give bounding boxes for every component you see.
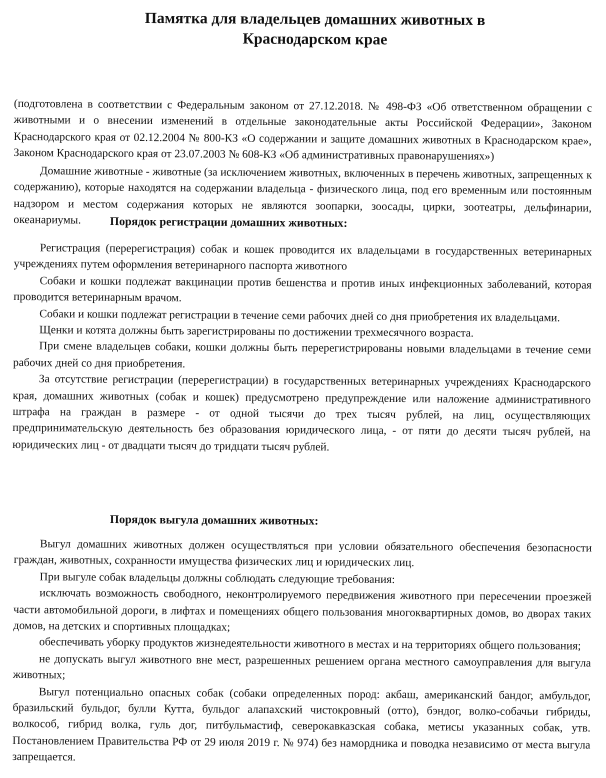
walking-paragraph: Выгул потенциально опасных собак (собаки определенных пород: акбаш, американский бандог, амбульдог, бразильский бульдог, булли Кутта, бульдог алапахский чистокровный (отто), бэндог, волко-собачьи гибриды, волкособ, гибрид волка, гуль дог, питбульмастиф, северокавказская собака, метисы указанных собак, утв. Постановлением Правительства РФ от 29 июля 2019 г. № 974) без намордника и поводка независимо от места выгула запрещается.: [12, 685, 591, 764]
registration-paragraph: За отсутствие регистрации (перерегистрации) в государственных ветеринарных учреждениях Краснодарского края, домашних животных (собак и кошек) предусмотрено предупреждение или наложение административного штрафа на граждан в размере - от одной тысячи до трех тысяч рублей, на лиц, осуществляющих предпринимательскую деятельность без образования юридического лица, - от пяти до десяти тысяч рублей, на юридических лиц - от двадцати тысяч до тридцати тысяч рублей.: [12, 373, 591, 454]
registration-paragraph: Щенки и котята должны быть зарегистрированы по достижении трехмесячного возраста.: [39, 324, 474, 340]
walking-paragraph: Выгул домашних животных должен осуществляться при условии обязательного обеспечения безопасности граждан, животных, сохранности имущества физических лиц и юридических лиц.: [13, 538, 592, 570]
registration-paragraph: Собаки и кошки подлежат вакцинации против бешенства и против иных инфекционных заболеваний, которая проводится ветеринарным врачом.: [13, 275, 592, 305]
walking-heading: Порядок выгула домашних животных:: [109, 512, 319, 528]
intro-block: [13, 96, 591, 166]
walking-paragraph: При выгуле собак владельцы должны соблюдать следующие требования:: [39, 571, 395, 586]
definition-paragraph: Домашние животные - животные (за исключением животных, включенных в перечень животных, запрещенных к содержанию), которые находятся на содержании владельца - физического лица, под его временным или постоянным надзором и местом содержания которых не являются зоопарки, зоосады, цирки, зоотеатры, дельфинарии, океанариумы.: [13, 165, 592, 227]
walking-section: [12, 536, 592, 770]
walking-paragraph: исключать возможность свободного, неконтролируемого передвижения животного при пересечении проезжей части автомобильной дороги, в лифтах и помещениях общего пользования многоквартирных домов, во дворах таких домов, на детских и спортивных площадках;: [13, 587, 592, 634]
registration-heading: Порядок регистрации домашних животных:: [109, 214, 348, 230]
title-line-2: Краснодарском крае: [242, 30, 388, 49]
registration-paragraph: Собаки и кошки подлежат регистрации в течение семи рабочих дней со дня приобретения их владельцами.: [39, 307, 561, 324]
walking-paragraph: обеспечивать уборку продуктов жизнедеятельности животного в местах и на территориях общего пользования;: [39, 636, 581, 653]
document-title: [100, 9, 530, 52]
title-line-1: Памятка для владельцев домашних животных в: [144, 9, 486, 30]
walking-paragraph: не допускать выгул животного вне мест, разрешенных решением органа местного самоуправления для выгула животных;: [12, 653, 592, 682]
intro-paragraph: (подготовлена в соответствии с Федеральным законом от 27.12.2018. № 498-ФЗ «Об ответственном обращении с животными и о внесении изменений в отдельные законодательные акты Российской Федерации», Законом Краснодарского края от 02.12.2004 № 800-КЗ «О содержании и защите домашних животных в Краснодарском крае», Законом Краснодарского края от 23.07.2003 № 608-КЗ «Об административных правонарушениях»): [13, 97, 592, 163]
registration-section: [12, 240, 592, 458]
registration-paragraph: Регистрация (перерегистрация) собак и кошек проводится их владельцами в государственных ветеринарных учреждениях путем оформления ветеринарного паспорта животного: [13, 242, 592, 274]
registration-paragraph: При смене владельцев собаки, кошки должны быть перерегистрированы новыми владельцами в течение семи рабочих дней со дня приобретения.: [12, 340, 592, 371]
